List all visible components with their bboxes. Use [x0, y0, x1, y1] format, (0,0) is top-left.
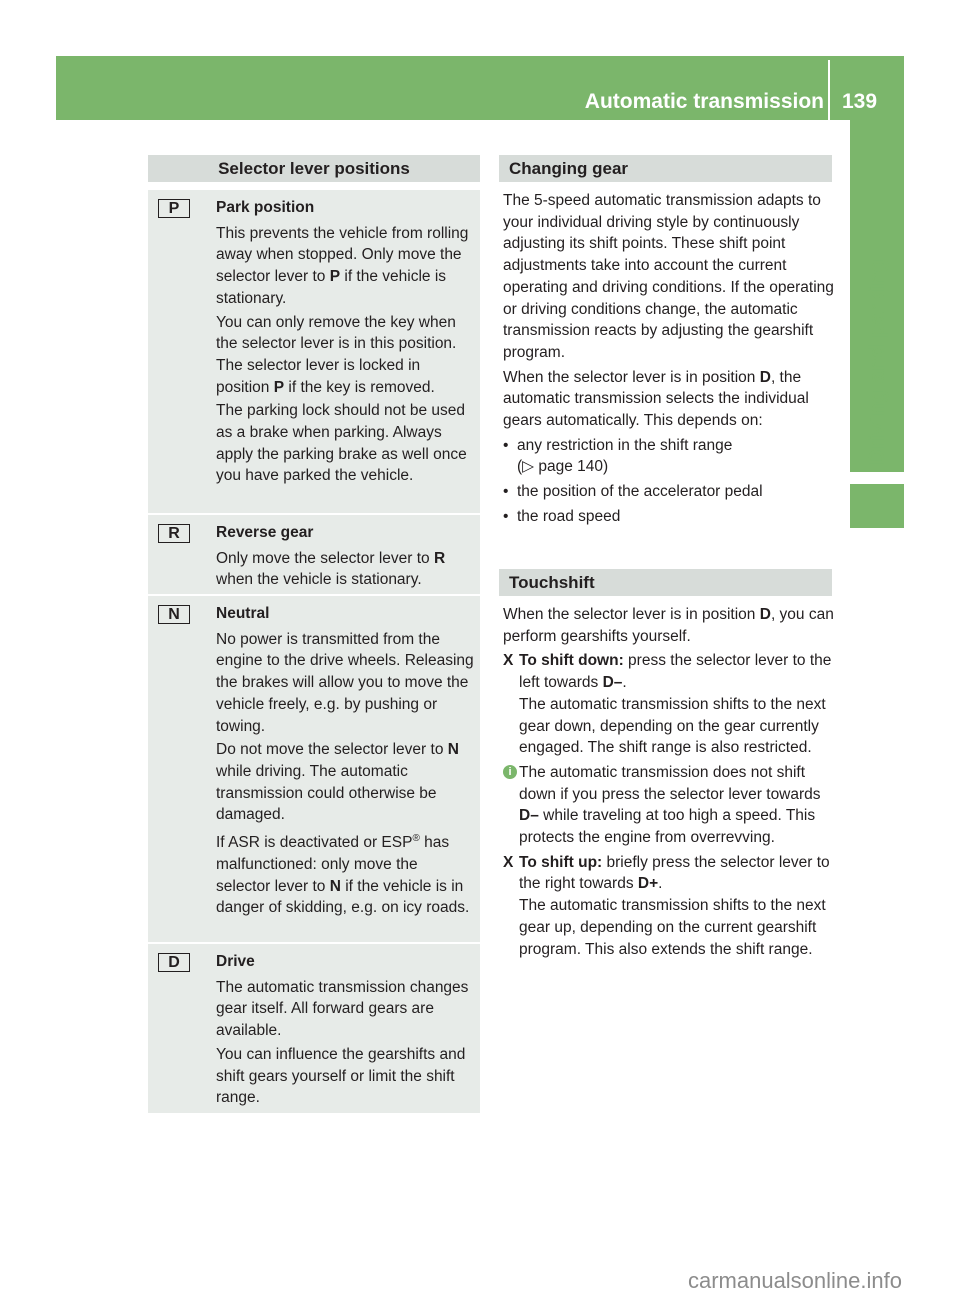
table-row	[216, 603, 476, 921]
list-item: • any restriction in the shift range (▷ page 140)	[503, 436, 733, 476]
row-title: Reverse gear	[216, 524, 314, 541]
table-row	[216, 522, 476, 593]
row-text: The automatic transmission changes gear itself. All forward gears are available.	[216, 978, 469, 1040]
watermark: carmanualsonline.info	[687, 1268, 902, 1293]
changing-gear-heading: Changing gear	[499, 155, 832, 182]
selector-heading: Selector lever positions	[148, 155, 480, 182]
row-divider	[148, 942, 480, 944]
changing-gear-body	[503, 190, 836, 531]
row-text: You can influence the gearshifts and shift gears yourself or limit the shift range.	[216, 1045, 466, 1107]
row-text: The parking lock should not be used as a brake when parking. Always apply the parking brake as well once you have parked the vehicle.	[216, 402, 467, 485]
touchshift-heading: Touchshift	[499, 569, 832, 596]
row-text: Do not move the selector lever to N while driving. The automatic transmission could otherwise be damaged.	[216, 741, 459, 824]
info-icon: i	[503, 765, 517, 779]
instruction-item: X To shift up: briefly press the selector lever to the right towards D+. The automatic transmission shifts to the next gear up, depending on the current gearshift program. This also extends the shift range.	[503, 853, 830, 958]
page-number: 139	[842, 90, 878, 113]
row-text: No power is transmitted from the engine to the drive wheels. Releasing the brakes will allow you to move the vehicle freely, e.g. by pushing or towing.	[216, 630, 474, 735]
key-n-icon: N	[158, 605, 190, 624]
table-row	[216, 951, 476, 1111]
paragraph: The 5-speed automatic transmission adapts to your individual driving style by continuously adjusting its shift points. These shift point adjustments take into account the current operating and driving conditions. If the operating or driving conditions change, the automatic transmission reacts by adjusting the gearshift program.	[503, 192, 834, 361]
row-text: Only move the selector lever to R when the vehicle is stationary.	[216, 549, 446, 589]
row-title: Park position	[216, 199, 315, 216]
list-item: • the position of the accelerator pedal	[503, 483, 763, 501]
table-row	[216, 197, 476, 489]
list-item: • the road speed	[503, 507, 621, 525]
side-tab-marker	[850, 484, 904, 528]
paragraph: When the selector lever is in position D, you can perform gearshifts yourself.	[503, 606, 834, 645]
touchshift-body	[503, 604, 836, 963]
key-p-icon: P	[158, 199, 190, 218]
instruction-item: X To shift down: press the selector lever to the left towards D–. The automatic transmission shifts to the next gear down, depending on the gear currently engaged. The shift range is also restricted.	[503, 652, 832, 757]
key-d-icon: D	[158, 953, 190, 972]
row-text: If ASR is deactivated or ESP® has malfunctioned: only move the selector lever to N if the vehicle is in danger of skidding, e.g. on icy roads.	[216, 833, 470, 917]
section-title: Automatic transmission	[584, 90, 824, 113]
row-text: This prevents the vehicle from rolling away when stopped. Only move the selector lever to P if the vehicle is stationary.	[216, 224, 469, 307]
row-text: You can only remove the key when the selector lever is in this position. The selector lever is locked in position P if the key is removed.	[216, 313, 457, 396]
row-title: Neutral	[216, 605, 270, 622]
header-divider	[828, 60, 830, 120]
info-note: i The automatic transmission does not shift down if you press the selector lever towards D– while traveling at too high a speed. This protects the engine from overrevving.	[503, 762, 836, 849]
paragraph: When the selector lever is in position D, the automatic transmission selects the individual gears automatically. This depends on:	[503, 368, 809, 430]
row-divider	[148, 594, 480, 596]
row-divider	[148, 513, 480, 515]
key-r-icon: R	[158, 524, 190, 543]
chapter-label: Driving and parking	[864, 258, 889, 466]
row-title: Drive	[216, 953, 255, 970]
